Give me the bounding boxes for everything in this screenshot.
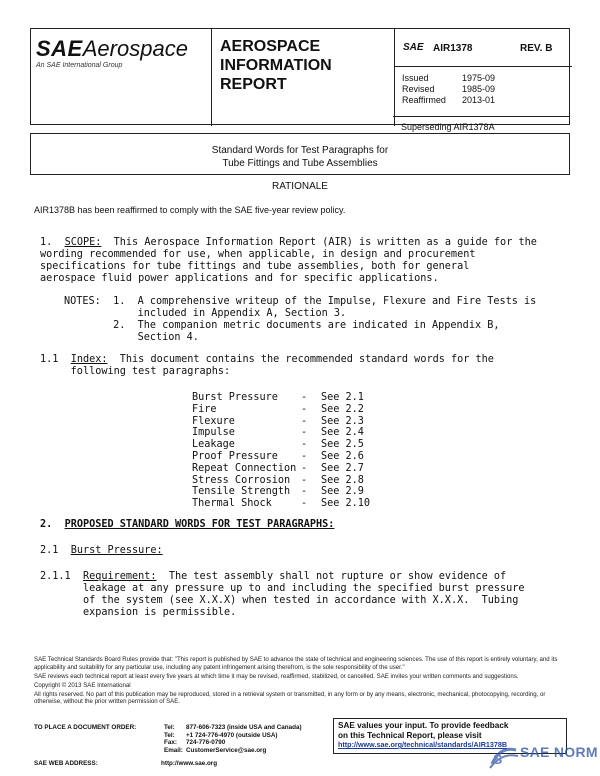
contact-phone[interactable]: 877-606-7323 (inside USA and Canada) [186,724,302,731]
notes-label: NOTES: [64,296,101,307]
test-dash: - [301,474,308,486]
report-type [211,29,394,126]
test-dash: - [301,403,308,415]
test-dash: - [301,462,308,474]
scope-line: specifications for tube fittings and tube assemblies, both for general [40,261,470,272]
test-name: Tensile Strength [192,486,291,498]
superseding-divider [393,116,570,117]
test-section-ref: See 2.10 [321,498,371,510]
revision-label: REV. B [520,43,553,54]
document-title-line: Standard Words for Test Paragraphs for [211,145,389,156]
test-name: Flexure [192,415,235,427]
test-name: Burst Pressure [192,392,278,403]
test-dash: - [301,415,308,427]
test-name: Stress Corrosion [192,474,291,486]
scope-paragraph [40,237,537,285]
test-section-ref: See 2.3 [321,415,364,427]
contact-label: Tel: [164,724,175,731]
index-paragraph [40,354,494,378]
sae-norm-watermark [484,742,599,774]
order-label: TO PLACE A DOCUMENT ORDER: [34,724,137,731]
report-type-line: INFORMATION [220,57,332,74]
feedback-line: on this Technical Report, please visit [338,730,482,740]
index-number: 1.1 [40,354,59,365]
scope-number: 1. [40,237,53,248]
test-dash: - [301,498,308,510]
footer-paragraph: Copyright © 2013 SAE International [34,681,131,689]
test-name: Fire [192,403,217,415]
contact-label: Email: [164,746,183,754]
sae-aerospace-logo [31,29,211,126]
date-value: 1975-09 [462,73,496,83]
notes-block [64,296,536,344]
scope-first-line: This Aerospace Information Report (AIR) is written as a guide for the [113,237,537,248]
docno-row [395,29,572,67]
document-title-line: Tube Fittings and Tube Assemblies [222,158,378,169]
contact-email[interactable]: CustomerService@sae.org [186,746,267,754]
test-section-ref: See 2.1 [321,392,364,403]
test-section-ref: See 2.5 [321,439,364,451]
date-history [402,73,495,106]
test-section-ref: See 2.2 [321,403,364,415]
test-section-ref: See 2.8 [321,474,364,486]
logo-sae-text: SAE [36,36,83,61]
test-dash: - [301,427,308,439]
superseding-note: Superseding AIR1378A [401,122,495,132]
logo-subtitle: An SAE International Group [36,62,123,69]
index-second-line: following test paragraphs: [70,366,231,377]
date-label: Issued [402,73,429,83]
web-link[interactable]: http://www.sae.org [161,760,218,767]
document-info [394,29,571,126]
rationale-heading: RATIONALE [272,181,328,192]
contact-label: Tel: [164,731,175,739]
scope-label: SCOPE: [64,237,102,248]
note-line: included in Appendix A, Section 3. [113,308,347,319]
footer-paragraph: SAE Technical Standards Board Rules provide that: "This report is published by SAE to advance the state of technical and engineering sciences. The use of this report is entirely voluntary, and its applicability and suitability for any particular use, including any patent infringement arising therefrom, is the sole responsibility of the user." [34,656,558,671]
test-name: Proof Pressure [192,450,278,462]
note-line: Section 4. [113,332,199,343]
date-value: 2013-01 [462,95,496,105]
test-name: Thermal Shock [192,498,272,510]
footer-paragraph: SAE reviews each technical report at least every five years at which time it may be revised, reaffirmed, stabilized, or cancelled. SAE invites your written comments and suggestions. [34,672,519,680]
rationale-text: AIR1378B has been reaffirmed to comply with the SAE five-year review policy. [34,205,346,215]
section-2-heading [40,519,334,531]
watermark-text: SAE NORM [520,744,598,760]
test-name: Leakage [192,439,235,451]
date-value: 1985-09 [462,84,496,94]
document-header [30,28,570,125]
footer-paragraph: All rights reserved. No part of this publication may be reproduced, stored in a retrieval system or transmitted, in any form or by any means, electronic, mechanical, photocopying, recording, or otherwise, without the prior written permission of SAE. [34,690,546,706]
test-section-ref: See 2.7 [321,462,364,474]
test-section-ref: See 2.9 [321,486,364,498]
web-label: SAE WEB ADDRESS: [34,760,98,767]
test-dash: - [301,486,308,498]
index-label: Index: [70,354,108,365]
test-section-ref: See 2.4 [321,427,364,439]
section-2-1-1-number: 2.1.1 [40,571,71,582]
legal-footer [34,656,566,708]
test-dash: - [301,392,308,403]
date-label: Revised [402,84,435,94]
requirement-paragraph [40,571,525,619]
document-number: AIR1378 [433,43,473,54]
document-title-box [30,133,570,175]
index-first-line: This document contains the recommended standard words for the [119,354,494,365]
feedback-line: SAE values your input. To provide feedback [338,721,509,730]
section-2-1-heading [40,545,163,557]
requirement-line: expansion is permissible. [82,607,237,618]
requirement-line: leakage at any pressure up to and including the specified burst pressure [82,583,525,594]
logo-aerospace-text: Aerospace [82,36,188,61]
section-2-1-number: 2.1 [40,545,59,556]
report-type-line: REPORT [220,76,287,93]
section-2-number: 2. [40,519,53,530]
requirement-first-line: The test assembly shall not rupture or show evidence of [168,571,507,582]
watermark-logo-icon [486,742,522,772]
test-dash: - [301,439,308,451]
feedback-link[interactable]: http://www.sae.org/technical/standards/AIR1378B [338,740,508,749]
scope-line: aerospace fluid power applications and for specific applications. [40,273,439,284]
note-line: 2. The companion metric documents are indicated in Appendix B, [113,320,500,331]
report-type-line: AEROSPACE [220,38,321,55]
contact-fax: 724-776-0790 [186,739,226,747]
svg-text:S: S [493,751,503,767]
contact-label: Fax: [164,739,177,747]
test-section-ref: See 2.6 [321,450,364,462]
test-dash: - [301,450,308,462]
date-label: Reaffirmed [402,95,446,105]
test-name: Repeat Connection [192,462,297,474]
note-line: 1. A comprehensive writeup of the Impulse, Flexure and Fire Tests is [113,296,537,307]
requirement-label: Requirement: [82,571,157,582]
section-2-1-label: Burst Pressure: [70,545,163,556]
requirement-line: of the system (see X.X.X) when tested in accordance with X.X.X. Tubing [82,595,519,606]
section-2-label: PROPOSED STANDARD WORDS FOR TEST PARAGRAPHS: [64,519,335,530]
scope-line: wording recommended for use, when applicable, in design and procurement [40,249,476,260]
test-name: Impulse [192,427,235,439]
contact-phone[interactable]: +1 724-776-4970 (outside USA) [186,731,278,739]
docno-sae-mark: SAE [403,42,424,53]
